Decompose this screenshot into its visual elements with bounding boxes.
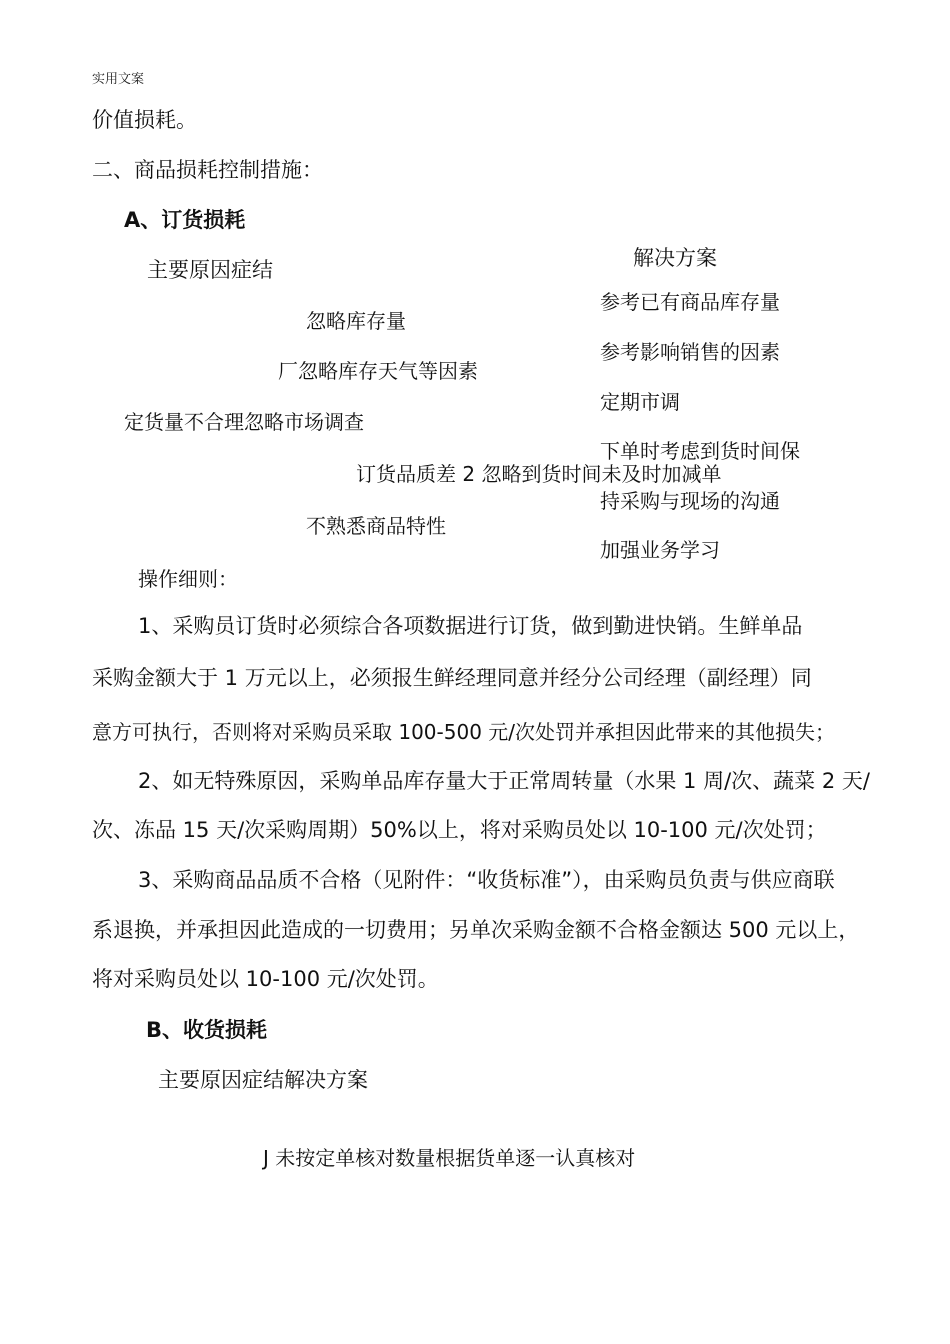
solution-item: 定期市调 bbox=[600, 390, 680, 414]
subsection-b-title: B、收货损耗 bbox=[146, 1018, 268, 1042]
rule-line: 系退换，并承担因此造成的一切费用；另单次采购金额不合格金额达 500 元以上， bbox=[92, 918, 860, 942]
cause-item: 不熟悉商品特性 bbox=[306, 514, 446, 538]
rule-line: 次、冻品 15 天/次采购周期）50%以上，将对采购员处以 10-100 元/次处罚； bbox=[92, 818, 827, 842]
section-title: 二、商品损耗控制措施： bbox=[92, 158, 323, 182]
cause-item: 忽略库存量 bbox=[306, 309, 406, 333]
rule-line: 3、采购商品品质不合格（见附件：“收货标准”），由采购员负责与供应商联 bbox=[138, 868, 835, 892]
page-header-label: 实用文案 bbox=[92, 72, 145, 87]
subsection-b-row: J 未按定单核对数量根据货单逐一认真核对 bbox=[263, 1146, 636, 1170]
rule-line: 2、如无特殊原因，采购单品库存量大于正常周转量（水果 1 周/次、蔬菜 2 天/ bbox=[138, 769, 870, 793]
rule-line: 采购金额大于 1 万元以上，必须报生鲜经理同意并经分公司经理（副经理）同 bbox=[92, 666, 812, 690]
cause-column-header: 主要原因症结 bbox=[147, 258, 273, 282]
cause-item: 订货品质差 2 忽略到货时间未及时加减单 bbox=[356, 462, 722, 486]
cause-item: 厂忽略库存天气等因素 bbox=[278, 359, 478, 383]
solution-item: 参考已有商品库存量 bbox=[600, 290, 780, 314]
solution-item: 参考影响销售的因素 bbox=[600, 340, 780, 364]
rule-line: 1、采购员订货时必须综合各项数据进行订货，做到勤进快销。生鲜单品 bbox=[138, 614, 803, 638]
intro-tail: 价值损耗。 bbox=[92, 108, 197, 132]
cause-item: 定货量不合理忽略市场调查 bbox=[124, 410, 364, 434]
subsection-a-title: A、订货损耗 bbox=[124, 208, 246, 232]
rule-line: 将对采购员处以 10-100 元/次处罚。 bbox=[92, 967, 439, 991]
operation-rules-title: 操作细则： bbox=[138, 567, 238, 591]
solution-item: 加强业务学习 bbox=[600, 538, 720, 562]
solution-item: 下单时考虑到货时间保 bbox=[600, 439, 800, 463]
solution-column-header: 解决方案 bbox=[633, 246, 717, 270]
subsection-b-header-row: 主要原因症结解决方案 bbox=[158, 1068, 368, 1092]
solution-item: 持采购与现场的沟通 bbox=[600, 489, 780, 513]
rule-line: 意方可执行，否则将对采购员采取 100-500 元/次处罚并承担因此带来的其他损失； bbox=[92, 720, 836, 744]
